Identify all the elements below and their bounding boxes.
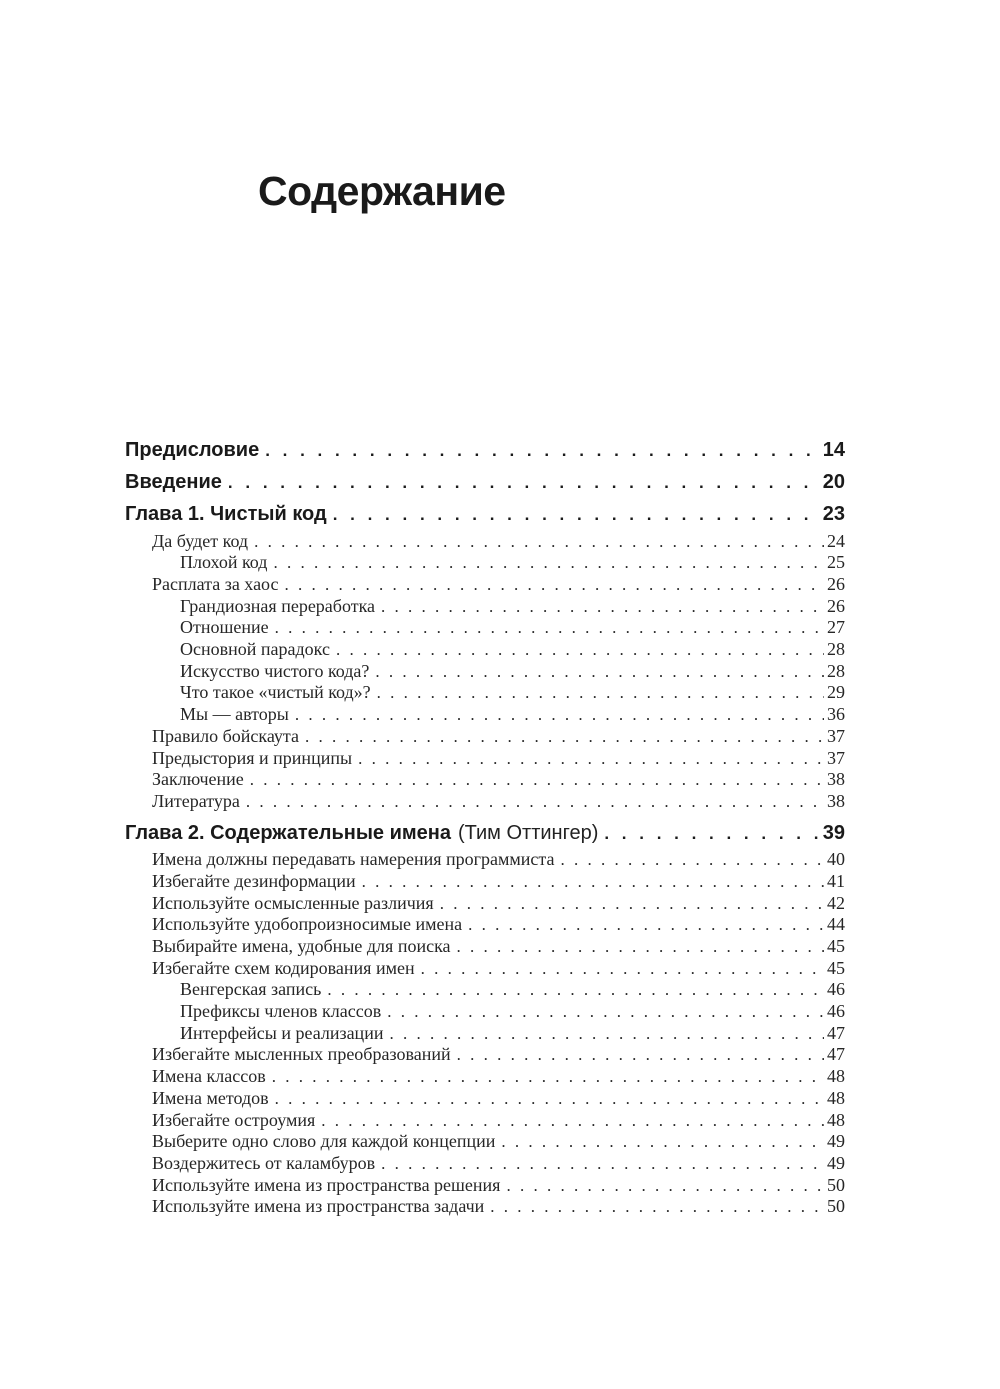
toc-entry-label <box>152 914 462 936</box>
toc-entry-label <box>180 704 289 726</box>
toc-entry-page-number: 25 <box>827 552 845 573</box>
toc-entry-page-number: 14 <box>822 439 845 461</box>
toc-row <box>125 914 845 936</box>
toc-entry-title: Избегайте дезинформации <box>152 870 356 891</box>
toc-row <box>125 617 845 639</box>
toc-entry-title: Воздержитесь от каламбуров <box>152 1152 376 1173</box>
toc-entry-label <box>152 958 415 980</box>
toc-entry-page-number: 23 <box>822 503 845 525</box>
toc-entry-label <box>180 552 267 574</box>
toc-entry-title: Используйте удобопроизносимые имена <box>152 914 463 935</box>
toc-entry-page-number: 47 <box>827 1044 845 1065</box>
toc-row <box>125 438 845 462</box>
toc-entry-page-number: 26 <box>827 595 845 616</box>
toc-entry-page-number: 40 <box>827 849 845 870</box>
toc-row <box>125 470 845 494</box>
toc-entry-label <box>152 1153 375 1175</box>
toc-entry-title: Предыстория и принципы <box>152 747 353 768</box>
toc-row <box>125 791 845 813</box>
toc-entry-label <box>180 596 375 618</box>
toc-entry-title: Глава 2. Содержательные имена <box>125 821 452 844</box>
dot-leader-icon <box>272 1066 824 1088</box>
toc-row <box>125 574 845 596</box>
dot-leader-icon <box>333 502 820 527</box>
toc-list <box>125 430 845 1218</box>
toc-entry-title: Основной парадокс <box>180 639 330 660</box>
toc-entry-author: (Тим Оттингер) <box>458 821 599 844</box>
toc-entry-label <box>152 1131 495 1153</box>
dot-leader-icon <box>506 1175 824 1197</box>
toc-entry-title: Расплата за хаос <box>152 573 279 594</box>
toc-row <box>125 704 845 726</box>
toc-entry-label <box>152 1066 266 1088</box>
dot-leader-icon <box>440 893 824 915</box>
toc-entry-page-number: 48 <box>827 1087 845 1108</box>
toc-entry-label <box>152 791 240 813</box>
dot-leader-icon <box>490 1196 824 1218</box>
dot-leader-icon <box>295 704 824 726</box>
toc-row <box>125 849 845 871</box>
toc-entry-label <box>125 470 222 494</box>
toc-entry-page-number: 28 <box>827 639 845 660</box>
toc-entry-label <box>180 661 369 683</box>
toc-entry-page-number: 36 <box>827 704 845 725</box>
dot-leader-icon <box>327 979 824 1001</box>
toc-entry-title: Префиксы членов классов <box>180 1001 382 1022</box>
toc-entry-page-number: 50 <box>827 1174 845 1195</box>
toc-entry-title: Введение <box>125 471 222 493</box>
toc-entry-label <box>125 502 327 526</box>
toc-entry-page-number: 47 <box>827 1022 845 1043</box>
toc-entry-title: Интерфейсы и реализации <box>180 1022 384 1043</box>
toc-row <box>125 531 845 553</box>
toc-entry-page-number: 45 <box>827 957 845 978</box>
toc-entry-page-number: 24 <box>827 530 845 551</box>
toc-row <box>125 893 845 915</box>
toc-entry-label <box>180 617 269 639</box>
dot-leader-icon <box>273 552 824 574</box>
dot-leader-icon <box>254 531 824 553</box>
toc-entry-title: Грандиозная переработка <box>180 595 376 616</box>
toc-entry-page-number: 49 <box>827 1152 845 1173</box>
toc-entry-label <box>180 1023 383 1045</box>
toc-row <box>125 1131 845 1153</box>
toc-entry-page-number: 38 <box>827 769 845 790</box>
toc-row <box>125 936 845 958</box>
toc-row <box>125 748 845 770</box>
dot-leader-icon <box>387 1001 824 1023</box>
toc-entry-label <box>152 1088 269 1110</box>
toc-entry-page-number: 44 <box>827 914 845 935</box>
toc-entry-label <box>152 1110 315 1132</box>
toc-entry-page-number: 46 <box>827 979 845 1000</box>
toc-entry-label <box>180 979 321 1001</box>
toc-entry-label <box>180 682 371 704</box>
dot-leader-icon <box>305 726 824 748</box>
toc-entry-page-number: 41 <box>827 870 845 891</box>
dot-leader-icon <box>362 871 824 893</box>
dot-leader-icon <box>560 849 824 871</box>
toc-entry-title: Глава 1. Чистый код <box>125 503 327 525</box>
toc-row <box>125 1088 845 1110</box>
toc-entry-title: Имена должны передавать намерения программиста <box>152 849 555 870</box>
toc-entry-label <box>125 438 259 462</box>
toc-entry-title: Литература <box>152 790 240 811</box>
toc-entry-label <box>180 1001 381 1023</box>
toc-entry-title: Используйте имена из пространства задачи <box>152 1196 485 1217</box>
dot-leader-icon <box>375 661 824 683</box>
toc-row <box>125 682 845 704</box>
dot-leader-icon <box>358 748 824 770</box>
toc-entry-label <box>152 849 554 871</box>
toc-entry-page-number: 20 <box>822 471 845 493</box>
toc-entry-title: Избегайте мысленных преобразований <box>152 1044 451 1065</box>
toc-entry-page-number: 26 <box>827 573 845 594</box>
dot-leader-icon <box>604 821 819 846</box>
page-title: Содержание <box>258 168 506 214</box>
toc-entry-title: Выбирайте имена, удобные для поиска <box>152 935 451 956</box>
toc-entry-title: Имена методов <box>152 1087 269 1108</box>
toc-entry-page-number: 50 <box>827 1196 845 1217</box>
dot-leader-icon <box>246 791 824 813</box>
toc-row <box>125 1044 845 1066</box>
toc-entry-title: Венгерская запись <box>180 979 322 1000</box>
dot-leader-icon <box>381 1153 824 1175</box>
toc-entry-label <box>152 531 248 553</box>
toc-entry-page-number: 46 <box>827 1001 845 1022</box>
toc-row <box>125 1001 845 1023</box>
toc-entry-title: Заключение <box>152 769 244 790</box>
dot-leader-icon <box>421 958 824 980</box>
toc-entry-label <box>152 1175 500 1197</box>
toc-entry-page-number: 27 <box>827 617 845 638</box>
toc-entry-label <box>152 726 299 748</box>
toc-entry-title: Используйте имена из пространства решения <box>152 1174 501 1195</box>
toc-row <box>125 1196 845 1218</box>
toc-entry-title: Искусство чистого кода? <box>180 660 370 681</box>
toc-entry-page-number: 39 <box>822 821 845 844</box>
dot-leader-icon <box>250 769 824 791</box>
toc-entry-page-number: 37 <box>827 747 845 768</box>
toc-row <box>125 661 845 683</box>
toc-entry-page-number: 37 <box>827 725 845 746</box>
dot-leader-icon <box>457 1044 824 1066</box>
dot-leader-icon <box>336 639 824 661</box>
toc-entry-title: Используйте осмысленные различия <box>152 892 434 913</box>
toc-entry-title: Плохой код <box>180 552 268 573</box>
toc-entry-label <box>152 936 451 958</box>
toc-entry-page-number: 29 <box>827 682 845 703</box>
toc-entry-title: Избегайте схем кодирования имен <box>152 957 415 978</box>
toc-entry-title: Имена классов <box>152 1066 266 1087</box>
toc-entry-title: Отношение <box>180 617 269 638</box>
dot-leader-icon <box>377 682 824 704</box>
toc-entry-title: Мы — авторы <box>180 704 289 725</box>
toc-row <box>125 1175 845 1197</box>
toc-entry-title: Выберите одно слово для каждой концепции <box>152 1131 496 1152</box>
toc-row <box>125 502 845 526</box>
toc-entry-label <box>152 748 352 770</box>
toc-entry-label <box>152 1044 451 1066</box>
dot-leader-icon <box>275 617 824 639</box>
toc-row <box>125 1066 845 1088</box>
dot-leader-icon <box>228 470 820 495</box>
dot-leader-icon <box>468 914 824 936</box>
toc-entry-label <box>152 769 244 791</box>
toc-row <box>125 871 845 893</box>
dot-leader-icon <box>457 936 824 958</box>
toc-entry-page-number: 48 <box>827 1066 845 1087</box>
dot-leader-icon <box>275 1088 824 1110</box>
toc-entry-title: Предисловие <box>125 439 260 461</box>
dot-leader-icon <box>265 438 820 463</box>
toc-entry-label <box>152 893 434 915</box>
toc-entry-label <box>152 871 356 893</box>
toc-entry-title: Что такое «чистый код»? <box>180 682 371 703</box>
toc-row <box>125 1110 845 1132</box>
dot-leader-icon <box>501 1131 824 1153</box>
toc-row <box>125 1023 845 1045</box>
toc-row <box>125 596 845 618</box>
dot-leader-icon <box>285 574 825 596</box>
toc-row <box>125 1153 845 1175</box>
toc-row <box>125 958 845 980</box>
toc-entry-page-number: 38 <box>827 790 845 811</box>
toc-entry-label <box>125 821 598 845</box>
dot-leader-icon <box>389 1023 824 1045</box>
toc-row <box>125 769 845 791</box>
dot-leader-icon <box>321 1110 824 1132</box>
toc-row <box>125 979 845 1001</box>
toc-entry-page-number: 45 <box>827 935 845 956</box>
toc-entry-label <box>152 574 279 596</box>
toc-entry-title: Избегайте остроумия <box>152 1109 316 1130</box>
dot-leader-icon <box>381 596 824 618</box>
toc-entry-title: Правило бойскаута <box>152 725 300 746</box>
toc-entry-label <box>180 639 330 661</box>
toc-row <box>125 726 845 748</box>
toc-row <box>125 639 845 661</box>
toc-entry-page-number: 49 <box>827 1131 845 1152</box>
toc-entry-page-number: 28 <box>827 660 845 681</box>
toc-entry-title: Да будет код <box>152 530 249 551</box>
toc-entry-page-number: 48 <box>827 1109 845 1130</box>
toc-entry-label <box>152 1196 484 1218</box>
toc-row <box>125 552 845 574</box>
toc-row <box>125 821 845 845</box>
toc-entry-page-number: 42 <box>827 892 845 913</box>
